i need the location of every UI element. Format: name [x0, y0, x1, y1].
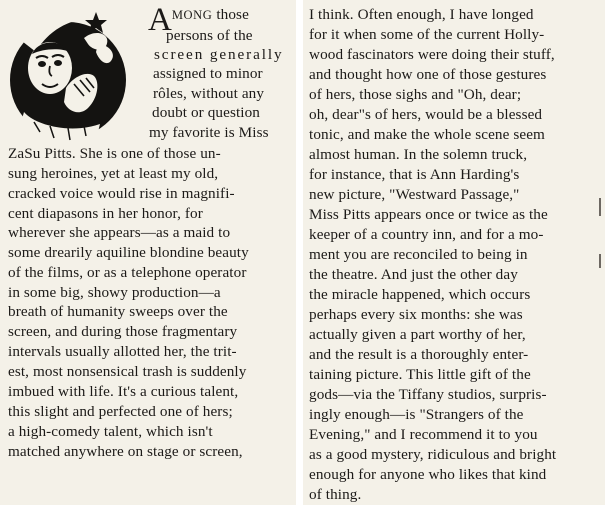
- right-line-3: and thought how one of those gestures: [309, 66, 547, 83]
- right-line-20: ingly enough—is "Strangers of the: [309, 406, 524, 423]
- left-line-14: in some big, showy production—a: [8, 284, 221, 301]
- left-line-0: those: [212, 6, 249, 23]
- left-line-21: a high-comedy talent, which isn't: [8, 423, 213, 440]
- left-line-16: screen, and during those fragmentary: [8, 323, 238, 340]
- left-line-17: intervals usually allotted her, the trit-: [8, 343, 237, 360]
- right-line-5: oh, dear"s of hers, would be a blessed: [309, 106, 543, 123]
- left-line-5: doubt or question: [152, 104, 261, 121]
- left-line-7: ZaSu Pitts. She is one of those un-: [8, 145, 221, 162]
- left-line-2: screen generally: [154, 46, 284, 63]
- left-line-18: est, most nonsensical trash is suddenly: [8, 363, 247, 380]
- right-line-2: wood fascinators were doing their stuff,: [309, 46, 555, 63]
- left-line-10: cent diapasons in her honor, for: [8, 205, 203, 222]
- margin-mark: [599, 198, 601, 216]
- right-line-23: enough for anyone who likes that kind: [309, 466, 547, 483]
- right-line-7: almost human. In the solemn truck,: [309, 146, 528, 163]
- left-line-20: this slight and perfected one of hers;: [8, 403, 233, 420]
- right-line-14: the miracle happened, which occurs: [309, 286, 531, 303]
- right-line-19: gods—via the Tiffany studios, surpris-: [309, 386, 547, 403]
- right-line-17: and the result is a thoroughly enter-: [309, 346, 529, 363]
- right-line-0: I think. Often enough, I have longed: [309, 6, 534, 23]
- left-line-13: of the films, or as a telephone operator: [8, 264, 247, 281]
- column-gutter: [296, 0, 303, 505]
- left-line-19: imbued with life. It's a curious talent,: [8, 383, 239, 400]
- right-line-4: of hers, those sighs and "Oh, dear;: [309, 86, 522, 103]
- right-line-9: new picture, "Westward Passage,": [309, 186, 520, 203]
- left-line-1: persons of the: [166, 27, 253, 44]
- left-line-8: sung heroines, yet at least my old,: [8, 165, 219, 182]
- left-line-9: cracked voice would rise in magnifi-: [8, 185, 235, 202]
- first-word-smallcaps: MONG: [171, 8, 213, 22]
- right-line-8: for instance, that is Ann Harding's: [309, 166, 520, 183]
- right-line-22: as a good mystery, ridiculous and bright: [309, 446, 557, 463]
- right-line-1: for it when some of the current Holly-: [309, 26, 545, 43]
- right-line-6: tonic, and make the whole scene seem: [309, 126, 545, 143]
- left-line-6: my favorite is Miss: [149, 124, 269, 141]
- right-line-10: Miss Pitts appears once or twice as the: [309, 206, 548, 223]
- left-column: [0, 0, 296, 505]
- right-line-18: taining picture. This little gift of the: [309, 366, 531, 383]
- right-line-24: of thing.: [309, 486, 362, 503]
- drop-cap: A: [148, 2, 172, 38]
- right-line-21: Evening," and I recommend it to you: [309, 426, 538, 443]
- left-line-22: matched anywhere on stage or screen,: [8, 443, 243, 460]
- right-line-15: perhaps every six months: she was: [309, 306, 523, 323]
- right-line-12: ment you are reconciled to being in: [309, 246, 528, 263]
- right-line-16: actually given a part worthy of her,: [309, 326, 526, 343]
- right-line-11: keeper of a country inn, and for a mo-: [309, 226, 544, 243]
- caricature-illustration-icon: [0, 0, 150, 152]
- left-line-12: some drearily aquiline blondine beauty: [8, 244, 249, 261]
- right-column: [303, 0, 605, 505]
- right-line-13: the theatre. And just the other day: [309, 266, 518, 283]
- left-line-15: breath of humanity sweeps over the: [8, 303, 228, 320]
- left-line-3: assigned to minor: [153, 65, 263, 82]
- left-line-4: rôles, without any: [153, 85, 265, 102]
- margin-mark: [599, 254, 601, 268]
- left-line-11: wherever she appears—as a maid to: [8, 224, 231, 241]
